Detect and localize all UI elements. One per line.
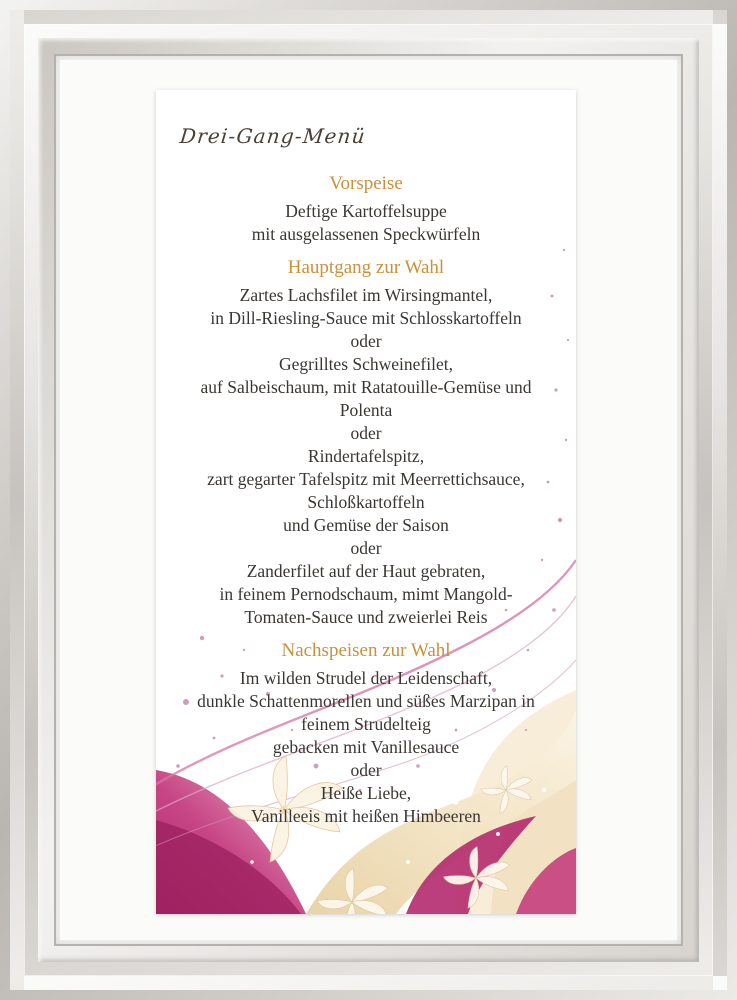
dish-line: dunkle Schattenmorellen und süßes Marzipan in [197, 691, 535, 711]
dish-line: in feinem Pernodschaum, mimt Mangold- [219, 584, 513, 604]
dish-line: Zartes Lachsfilet im Wirsingmantel, [239, 285, 493, 305]
course-heading-hauptgang: Hauptgang zur Wahl [287, 257, 445, 278]
course-heading-nachspeisen: Nachspeisen zur Wahl [281, 640, 451, 661]
page-title: Drei-Gang-Menü [178, 124, 368, 148]
dish-separator: oder [350, 538, 382, 558]
dish-line: zart gegarter Tafelspitz mit Meerrettichsauce, [207, 469, 525, 489]
dish-line: Heiße Liebe, [320, 783, 412, 803]
dish-separator: oder [350, 760, 382, 780]
dish-line: gebacken mit Vanillesauce [272, 737, 460, 757]
dish-line: Deftige Kartoffelsuppe [285, 201, 447, 221]
menu-text-block [156, 90, 576, 914]
dish-line: Im wilden Strudel der Leidenschaft, [239, 668, 493, 688]
dish-line: feinem Strudelteig [301, 714, 431, 734]
dish-line: Gegrilltes Schweinefilet, [279, 354, 453, 374]
menu-card [156, 90, 576, 914]
dish-separator: oder [350, 331, 382, 351]
dish-line: Schloßkartoffeln [307, 492, 425, 512]
dish-line: auf Salbeischaum, mit Ratatouille-Gemüse und [200, 377, 532, 397]
dish-line: Tomaten-Sauce und zweierlei Reis [244, 607, 488, 627]
dish-line: mit ausgelassenen Speckwürfeln [251, 224, 481, 244]
dish-line: Vanilleeis mit heißen Himbeeren [251, 806, 481, 826]
dish-line: Polenta [339, 400, 393, 420]
dish-line: und Gemüse der Saison [283, 515, 449, 535]
dish-line: in Dill-Riesling-Sauce mit Schlosskartoffeln [210, 308, 522, 328]
dish-line: Rindertafelspitz, [307, 446, 425, 466]
course-heading-vorspeise: Vorspeise [329, 173, 403, 194]
dish-separator: oder [350, 423, 382, 443]
menu-sections [164, 162, 568, 828]
dish-line: Zanderfilet auf der Haut gebraten, [246, 561, 486, 581]
